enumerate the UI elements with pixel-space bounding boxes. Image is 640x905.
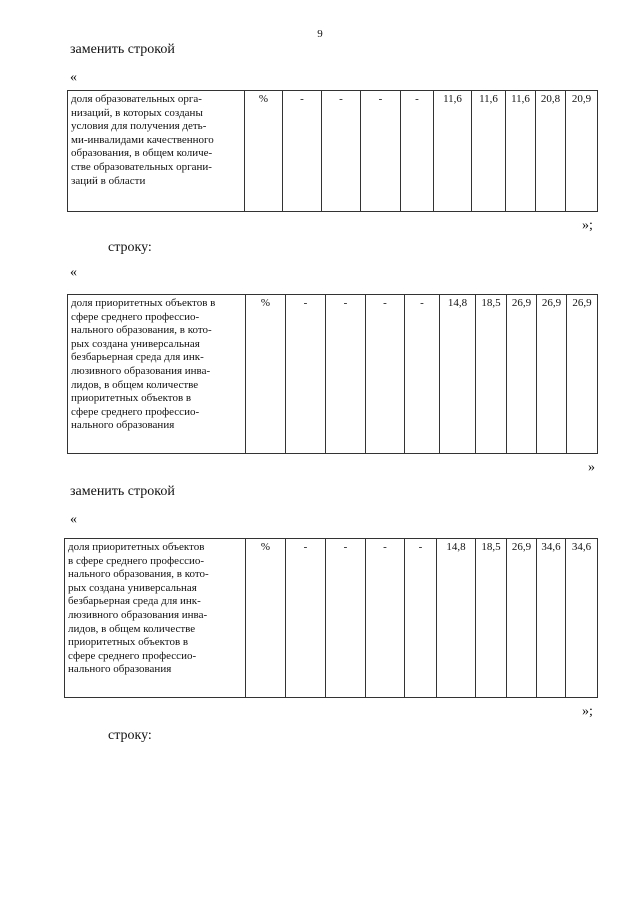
value-cell: -	[405, 539, 437, 698]
value-cell: 11,6	[506, 91, 536, 212]
value-cell: -	[401, 91, 434, 212]
description-line: безбарьерная среда для инк-	[68, 595, 201, 608]
description-line: сфере среднего профессио-	[68, 649, 197, 662]
indicator-description	[68, 295, 246, 454]
value-cell: -	[405, 295, 440, 454]
value-cell: -	[326, 295, 366, 454]
value-cell: 18,5	[476, 295, 507, 454]
description-line: лидов, в общем количестве	[68, 622, 196, 635]
description-line: стве образовательных органи-	[71, 160, 212, 173]
description-line: рых создана универсальная	[68, 581, 197, 594]
section-1-close-quote: »;	[582, 218, 593, 233]
description-line: доля образовательных орга-	[71, 93, 202, 105]
description-line: низаций, в которых созданы	[71, 106, 203, 119]
description-line: доля приоритетных объектов в	[71, 297, 216, 309]
description-line: нального образования, в кото-	[71, 324, 212, 337]
value-cell: 14,8	[437, 539, 476, 698]
description-line: условия для получения деть-	[71, 120, 207, 133]
value-cell: 26,9	[507, 295, 537, 454]
value-cell: -	[286, 539, 326, 698]
value-cell: 34,6	[566, 539, 598, 698]
page-number: 9	[317, 28, 323, 40]
value-cell: -	[366, 295, 405, 454]
description-line: люзивного образования инва-	[71, 364, 211, 377]
indicator-description	[65, 539, 246, 698]
value-cell: -	[326, 539, 366, 698]
description-line: нального образования	[71, 419, 175, 432]
value-cell: 26,9	[567, 295, 598, 454]
section-2-open-quote: «	[70, 265, 77, 280]
value-cell: 26,9	[537, 295, 567, 454]
section-3-close-quote: »;	[582, 704, 593, 719]
description-line: заций в области	[71, 174, 146, 187]
description-line: лидов, в общем количестве	[71, 378, 199, 391]
section-2-table	[67, 294, 598, 454]
section-2-close-quote: »	[588, 460, 595, 475]
unit-cell: %	[245, 91, 283, 212]
table-row	[65, 539, 598, 698]
description-line: рых создана универсальная	[71, 337, 200, 350]
description-line: доля приоритетных объектов	[68, 541, 205, 553]
description-line: нального образования, в кото-	[68, 568, 209, 581]
description-line: сфере среднего профессио-	[71, 405, 200, 418]
section-3-table	[64, 538, 598, 698]
value-cell: 11,6	[472, 91, 506, 212]
section-3-open-quote: «	[70, 512, 77, 527]
description-line: люзивного образования инва-	[68, 608, 208, 621]
value-cell: -	[366, 539, 405, 698]
description-line: нального образования	[68, 663, 172, 676]
value-cell: -	[322, 91, 361, 212]
section-1-open-quote: «	[70, 70, 77, 85]
description-line: приоритетных объектов в	[71, 392, 192, 405]
indicator-description	[68, 91, 245, 212]
description-line: ми-инвалидами качественного	[71, 133, 214, 146]
value-cell: 34,6	[537, 539, 566, 698]
value-cell: 20,9	[566, 91, 598, 212]
final-phrase: строку:	[108, 728, 152, 743]
description-line: безбарьерная среда для инк-	[71, 351, 204, 364]
description-line: сфере среднего профессио-	[71, 310, 200, 323]
section-3-phrase: заменить строкой	[70, 484, 175, 499]
table-row	[68, 295, 598, 454]
section-1-phrase: заменить строкой	[70, 42, 175, 57]
description-line: в сфере среднего профессио-	[68, 554, 205, 567]
unit-cell: %	[246, 295, 286, 454]
section-1-table	[67, 90, 598, 212]
value-cell: 20,8	[536, 91, 566, 212]
value-cell: 26,9	[507, 539, 537, 698]
value-cell: -	[283, 91, 322, 212]
table-row	[68, 91, 598, 212]
value-cell: 18,5	[476, 539, 507, 698]
value-cell: 11,6	[434, 91, 472, 212]
description-line: образования, в общем количе-	[71, 147, 213, 160]
value-cell: 14,8	[440, 295, 476, 454]
value-cell: -	[361, 91, 401, 212]
section-2-phrase: строку:	[108, 240, 152, 255]
description-line: приоритетных объектов в	[68, 636, 189, 649]
unit-cell: %	[246, 539, 286, 698]
value-cell: -	[286, 295, 326, 454]
